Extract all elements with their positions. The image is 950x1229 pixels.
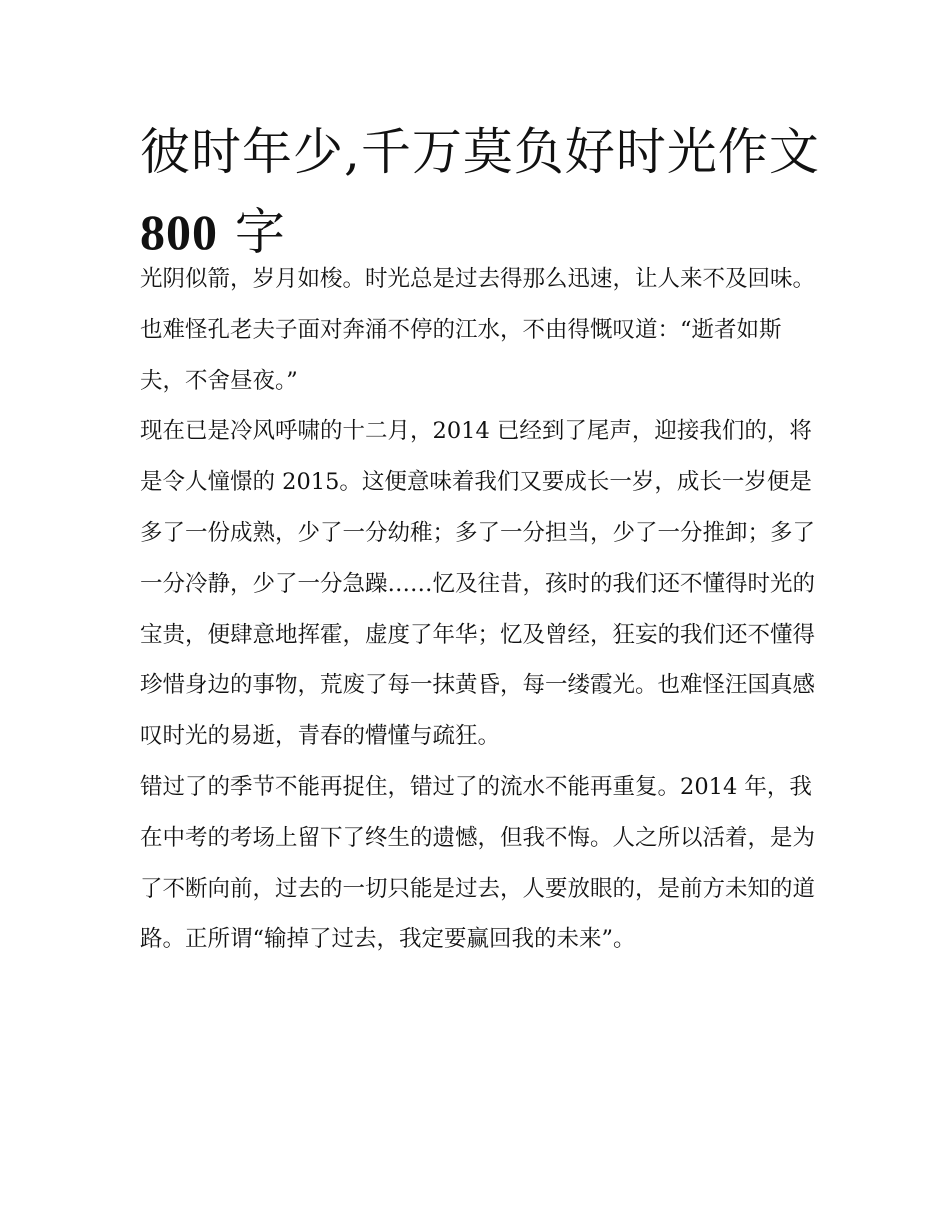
title-main-text: 彼时年少,千万莫负好时光作文 [140, 123, 820, 181]
title-suffix: 字 [218, 203, 286, 261]
paragraph-3: 错过了的季节不能再捉住，错过了的流水不能再重复。2014 年，我在中考的考场上留下了终生的遗憾，但我不悔。人之所以活着，是为了不断向前，过去的一切只能是过去，人要放眼的，是前方未知的道路。正所谓“输掉了过去，我定要赢回我的未来”。 [140, 773, 816, 953]
paragraph-1: 光阴似箭，岁月如梭。时光总是过去得那么迅速，让人来不及回味。也难怪孔老夫子面对奔涌不停的江水，不由得慨叹道：“逝者如斯夫，不舍昼夜。” [140, 266, 816, 394]
essay-body [140, 254, 815, 965]
essay-title [140, 112, 820, 272]
paragraph-2: 现在已是冷风呼啸的十二月，2014 已经到了尾声，迎接我们的，将是令人憧憬的 2015。这便意味着我们又要成长一岁，成长一岁便是多了一份成熟，少了一分幼稚；多了一分担当，少了一分推卸；多了一分冷静，少了一分急躁……忆及往昔，孩时的我们还不懂得时光的宝贵，便肆意地挥霍，虚度了年华；忆及曾经，狂妄的我们还不懂得珍惜身边的事物，荒废了每一抹黄昏，每一缕霞光。也难怪汪国真感叹时光的易逝，青春的懵懂与疏狂。 [140, 418, 816, 750]
title-word-count: 800 [140, 204, 218, 260]
